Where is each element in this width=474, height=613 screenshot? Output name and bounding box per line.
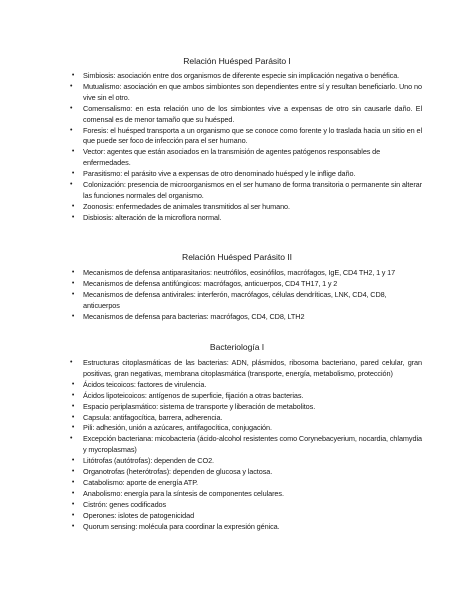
list-item — [70, 147, 422, 169]
list-item — [70, 413, 422, 424]
bullet-icon: • — [70, 181, 73, 189]
list-item — [70, 213, 422, 224]
bullet-icon: • — [71, 290, 75, 298]
list-item-text: Disbiosis: alteración de la microflora normal. — [83, 212, 222, 222]
list-item — [70, 467, 422, 478]
bullet-icon: • — [70, 435, 73, 443]
list-item — [70, 202, 422, 213]
list-item-text: Cistrón: genes codificados — [83, 499, 167, 509]
section-title-relacion-huesped-parasito-2: Relación Huésped Parásito II — [182, 252, 292, 262]
list-item-text: Litótrofas (autótrofas): dependen de CO2. — [83, 456, 214, 466]
list-item-text: Quorum sensing: molécula para coordinar la expresión génica. — [83, 521, 280, 531]
list-item — [70, 169, 422, 180]
bullet-icon: • — [71, 500, 75, 508]
bullet-icon: • — [71, 380, 75, 388]
list-item-text: Capsula: antifagocítica, barrera, adherencia. — [83, 412, 223, 422]
section-title-relacion-huesped-parasito-1: Relación Huésped Parásito I — [183, 56, 291, 66]
list-item — [70, 489, 422, 500]
bullet-icon: • — [71, 148, 75, 156]
bullet-icon: • — [71, 213, 75, 221]
list-item — [70, 522, 422, 533]
list-item — [70, 434, 422, 456]
list-item — [70, 358, 422, 380]
bullet-icon: • — [71, 202, 75, 210]
list-item — [70, 126, 422, 148]
list-item-text: Estructuras citoplasmáticas de las bacterias: ADN, plásmidos, ribosoma bacteriano, pared celular, gran positivas, gran negativas, membrana citoplasmática (transporte, energía, metabolismo, protección) — [83, 358, 422, 378]
section-list-bacteriologia-1 — [70, 358, 422, 533]
bullet-icon: • — [71, 312, 75, 320]
bullet-icon: • — [70, 104, 73, 112]
list-item — [70, 312, 422, 323]
list-item-text: Anabolismo: energía para la síntesis de componentes celulares. — [83, 488, 284, 498]
list-item — [70, 380, 422, 391]
list-item-text: Organotrofas (heterótrofas): dependen de glucosa y lactosa. — [83, 467, 273, 477]
bullet-icon: • — [71, 457, 75, 465]
section-list-relacion-huesped-parasito-1 — [70, 71, 422, 224]
list-item-text: Mecanismos de defensa antifúngicos: macrófagos, anticuerpos, CD4 TH17, 1 y 2 — [83, 278, 338, 288]
bullet-icon: • — [71, 489, 75, 497]
list-item — [70, 423, 422, 434]
list-item — [70, 290, 422, 312]
list-item-text: Catabolismo: aporte de energía ATP. — [83, 477, 198, 487]
list-item-text: Mecanismos de defensa antivirales: interferón, macrófagos, células dendríticas, LNK, CD4, CD8, anticuerpos — [83, 289, 387, 310]
list-item-text: Espacio periplasmático: sistema de transporte y liberación de metabolitos. — [83, 401, 316, 411]
list-item-text: Mecanismos de defensa antiparasitarios: neutrófilos, eosinófilos, macrófagos, IgE, CD4 TH2, 1 y 17 — [83, 268, 396, 277]
list-item-text: Zoonosis: enfermedades de animales transmitidos al ser humano. — [83, 201, 290, 211]
list-item-text: Mutualismo: asociación en que ambos simbiontes son dependientes entre sí y resultan beneficiarlo. Uno no vive sin el otro. — [83, 81, 422, 102]
bullet-icon: • — [71, 424, 75, 432]
list-item — [70, 71, 422, 82]
list-item-text: Mecanismos de defensa para bacterias: macrófagos, CD4, CD8, LTH2 — [83, 311, 305, 321]
list-item — [70, 82, 422, 104]
bullet-icon: • — [71, 391, 75, 399]
bullet-icon: • — [71, 269, 75, 276]
bullet-icon: • — [71, 72, 75, 79]
list-item — [70, 180, 422, 202]
bullet-icon: • — [71, 522, 75, 530]
list-item-text: Foresis: el huésped transporta a un organismo que se conoce como forente y lo traslada hacia un sitio en el que puede ser foco de infección para el ser humano. — [83, 125, 422, 146]
list-item — [70, 478, 422, 489]
list-item-text: Comensalismo: en esta relación uno de los simbiontes vive a expensas de otro sin causarle daño. El comensal es de menor tamaño que su huésped. — [83, 103, 422, 124]
bullet-icon: • — [71, 279, 75, 287]
list-item-text: Excepción bacteriana: micobacteria (ácido-alcohol resistentes como Corynebacyerium, nocardia, chlamydia y mycroplasmas) — [83, 434, 422, 455]
list-item — [70, 402, 422, 413]
bullet-icon: • — [71, 478, 75, 486]
list-item-text: Operones: islotes de patogenicidad — [83, 510, 195, 520]
list-item-text: Vector: agentes que están asociados en la transmisión de agentes patógenos responsables de enfermedades. — [83, 147, 381, 168]
list-item-text: Colonización: presencia de microorganismos en el ser humano de forma transitoria o permanente sin alterar las funciones normales del organismo. — [83, 180, 422, 200]
list-item — [70, 104, 422, 126]
list-item — [70, 391, 422, 402]
list-item — [70, 456, 422, 467]
list-item — [70, 268, 422, 279]
bullet-icon: • — [71, 468, 75, 476]
bullet-icon: • — [71, 413, 75, 421]
list-item-text: Simbiosis: asociación entre dos organismos de diferente especie sin implicación negativa o benéfica. — [83, 71, 400, 80]
bullet-icon: • — [70, 82, 73, 90]
bullet-icon: • — [71, 170, 75, 178]
list-item-text: Ácidos teicoicos: factores de virulencia. — [83, 379, 207, 389]
bullet-icon: • — [71, 402, 75, 410]
list-item — [70, 279, 422, 290]
list-item-text: Ácidos lipoteicoicos: antígenos de superficie, fijación a otras bacterias. — [83, 390, 304, 400]
section-list-relacion-huesped-parasito-2 — [70, 268, 422, 323]
list-item-text: Parasitismo: el parásito vive a expensas de otro denominado huésped y le inflige daño. — [83, 169, 356, 179]
list-item — [70, 511, 422, 522]
list-item — [70, 500, 422, 511]
bullet-icon: • — [70, 359, 73, 366]
section-title-bacteriologia-1: Bacteriología I — [209, 342, 265, 352]
bullet-icon: • — [71, 511, 75, 519]
list-item-text: Pili: adhesión, unión a azúcares, antifagocítica, conjugación. — [83, 423, 272, 433]
bullet-icon: • — [70, 126, 73, 134]
